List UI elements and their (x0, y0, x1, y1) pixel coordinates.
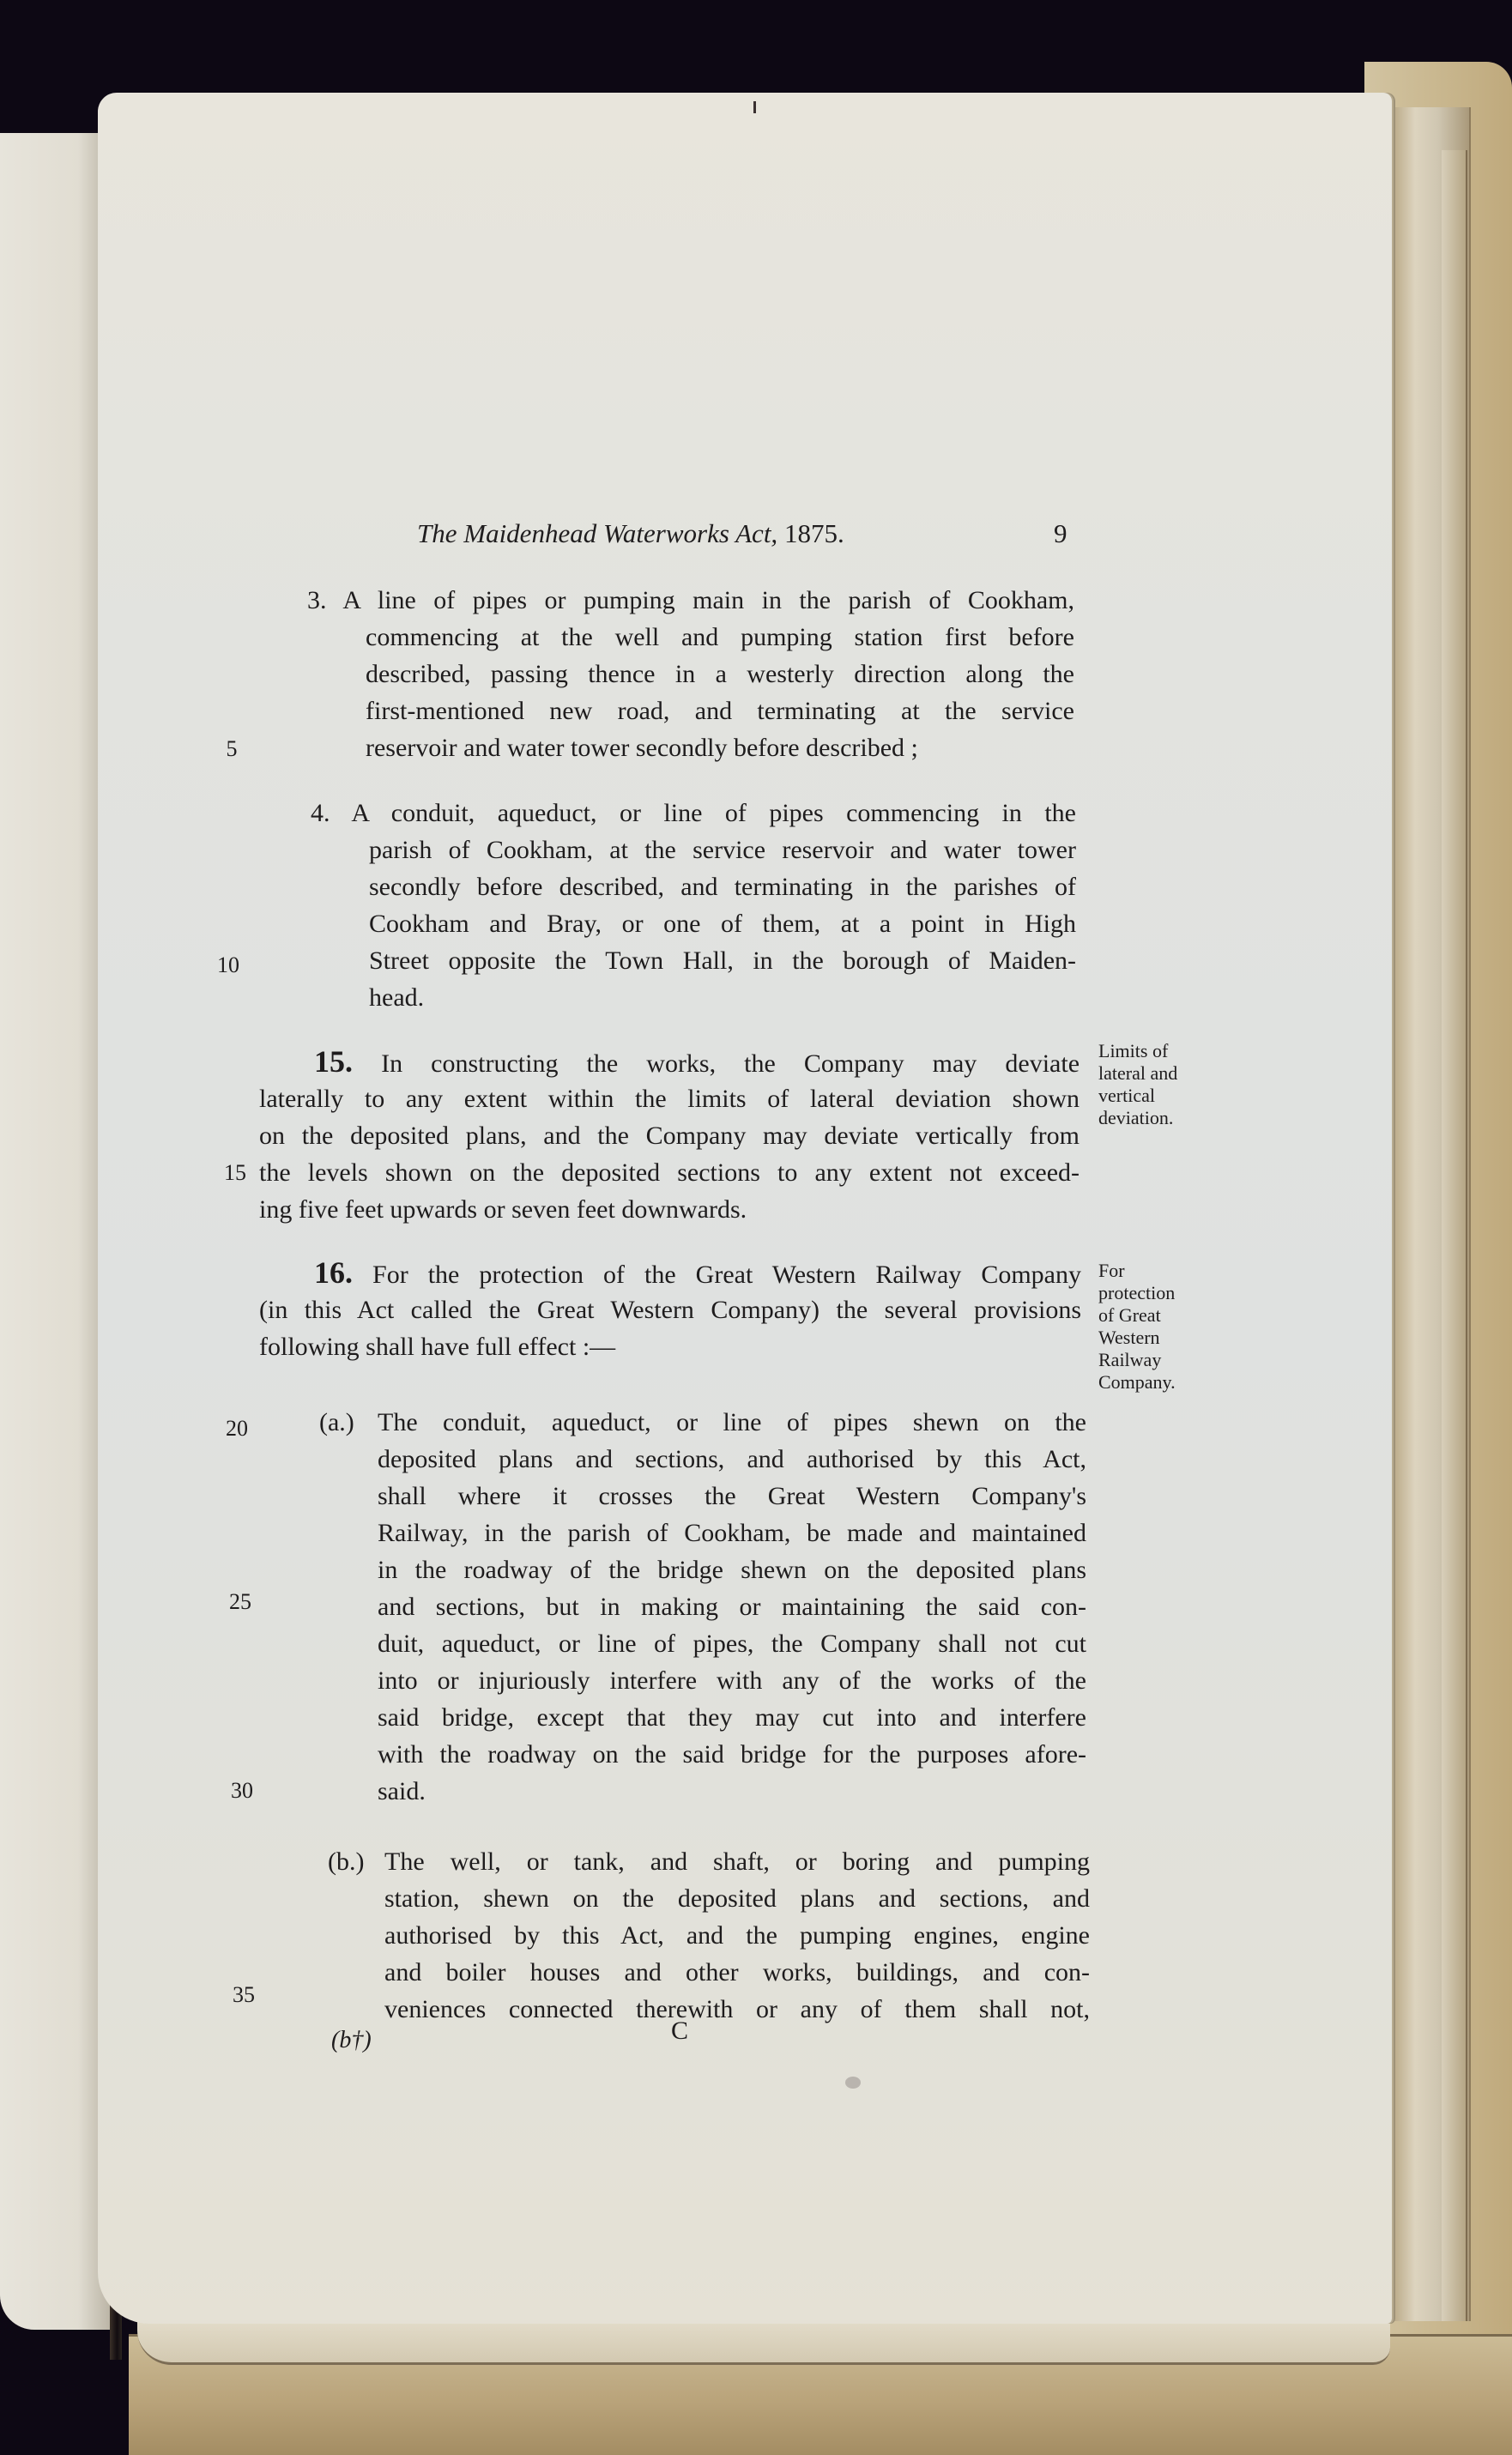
line-number: 10 (217, 952, 239, 977)
printer-mark (753, 101, 756, 113)
text-line: and boiler houses and other works, buildings, and con- (384, 1958, 1090, 1986)
text-line: For the protection of the Great Western Railway Company (372, 1261, 1081, 1289)
page-stack-inner (1442, 150, 1467, 2321)
text-line: with the roadway on the said bridge for the purposes afore- (378, 1740, 1086, 1769)
margin-note-line: Company. (1098, 1371, 1176, 1393)
margin-note-section-15 (1098, 1040, 1177, 1129)
text-line: duit, aqueduct, or line of pipes, the Company shall not cut (378, 1630, 1086, 1658)
text-line: commencing at the well and pumping station first before (366, 623, 1074, 651)
signature-mark: C (671, 2017, 689, 2045)
text-line: deposited plans and sections, and authorised by this Act, (378, 1445, 1086, 1473)
text-line: station, shewn on the deposited plans and sections, and (384, 1884, 1090, 1913)
margin-note-line: Limits of (1098, 1040, 1169, 1061)
text-line: A conduit, aqueduct, or line of pipes commencing in the (351, 799, 1076, 827)
item-number: 4. (311, 799, 330, 827)
line-number: 30 (231, 1778, 253, 1803)
text-line: veniences connected therewith or any of them shall not, (384, 1995, 1090, 2023)
text-line: authorised by this Act, and the pumping engines, engine (384, 1921, 1090, 1950)
sub-b-body (384, 1843, 1090, 2028)
item-4-body (369, 831, 1076, 1016)
section-16-line-1 (314, 1255, 1081, 1293)
section-number: 16. (314, 1255, 353, 1290)
margin-note-line: of Great (1098, 1304, 1161, 1326)
text-line: Cookham and Bray, or one of them, at a point in High (369, 910, 1076, 938)
item-4 (311, 795, 1076, 831)
text-line: The well, or tank, and shaft, or boring and pumping (384, 1847, 1090, 1876)
margin-note-line: For (1098, 1260, 1125, 1281)
text-line: in the roadway of the bridge shewn on the deposited plans (378, 1556, 1086, 1584)
margin-note-line: protection (1098, 1282, 1176, 1303)
text-line: first-mentioned new road, and terminating at the service (366, 697, 1074, 725)
text-line: The conduit, aqueduct, or line of pipes shewn on the (378, 1408, 1086, 1436)
running-head (417, 518, 844, 549)
text-line: following shall have full effect :— (259, 1333, 616, 1361)
sub-b-label: (b.) (328, 1847, 365, 1876)
text-line: secondly before described, and terminating in the parishes of (369, 873, 1076, 901)
text-line: laterally to any extent within the limits of lateral deviation shown (259, 1085, 1080, 1113)
text-line: into or injuriously interfere with any of the works of the (378, 1666, 1086, 1695)
sub-a-label: (a.) (319, 1408, 354, 1436)
text-line: said. (378, 1777, 426, 1805)
item-3 (307, 582, 1074, 619)
text-line: and sections, but in making or maintaining the said con- (378, 1593, 1086, 1621)
text-line: shall where it crosses the Great Western Company's (378, 1482, 1086, 1510)
text-line: ing five feet upwards or seven feet downwards. (259, 1195, 747, 1224)
previous-page-edge (0, 133, 112, 2330)
item-3-body (366, 619, 1074, 766)
catchword: (b†) (331, 2027, 372, 2053)
act-year: 1875. (777, 518, 844, 548)
text-line: (in this Act called the Great Western Company) the several provisions (259, 1296, 1081, 1324)
text-line: Railway, in the parish of Cookham, be made and maintained (378, 1519, 1086, 1547)
margin-note-line: vertical (1098, 1085, 1155, 1106)
paper-stain (845, 2077, 861, 2089)
margin-note-line: deviation. (1098, 1107, 1174, 1128)
text-line: the levels shown on the deposited sections to any extent not exceed- (259, 1158, 1080, 1187)
section-16-body (259, 1291, 1081, 1365)
text-line: Street opposite the Town Hall, in the borough of Maiden- (369, 946, 1076, 975)
section-16 (314, 1255, 1081, 1293)
margin-note-line: lateral and (1098, 1062, 1178, 1084)
text-line: head. (369, 983, 425, 1012)
section-15-body (259, 1080, 1080, 1228)
page-number: 9 (1054, 518, 1067, 548)
section-number: 15. (314, 1044, 353, 1079)
line-number: 5 (226, 736, 238, 761)
line-number: 20 (226, 1416, 248, 1441)
item-number: 3. (307, 586, 327, 614)
text-line: reservoir and water tower secondly before described ; (366, 734, 918, 762)
line-number: 15 (224, 1160, 246, 1185)
margin-note-section-16 (1098, 1260, 1176, 1394)
section-15-line-1 (314, 1043, 1080, 1082)
section-15 (314, 1043, 1080, 1082)
line-number: 35 (233, 1982, 255, 2007)
sub-a-body (378, 1404, 1086, 1810)
margin-note-line: Western (1098, 1327, 1160, 1348)
text-line: described, passing thence in a westerly direction along the (366, 660, 1074, 688)
item-3-line-1 (307, 582, 1074, 619)
text-line: on the deposited plans, and the Company may deviate vertically from (259, 1122, 1080, 1150)
text-line: In constructing the works, the Company may deviate (381, 1049, 1080, 1078)
act-title: The Maidenhead Waterworks Act, (417, 518, 778, 548)
margin-note-line: Railway (1098, 1349, 1162, 1370)
text-line: A line of pipes or pumping main in the parish of Cookham, (342, 586, 1074, 614)
item-4-line-1 (311, 795, 1076, 831)
text-line: said bridge, except that they may cut into and interfere (378, 1703, 1086, 1732)
text-line: parish of Cookham, at the service reservoir and water tower (369, 836, 1076, 864)
line-number: 25 (229, 1589, 251, 1614)
